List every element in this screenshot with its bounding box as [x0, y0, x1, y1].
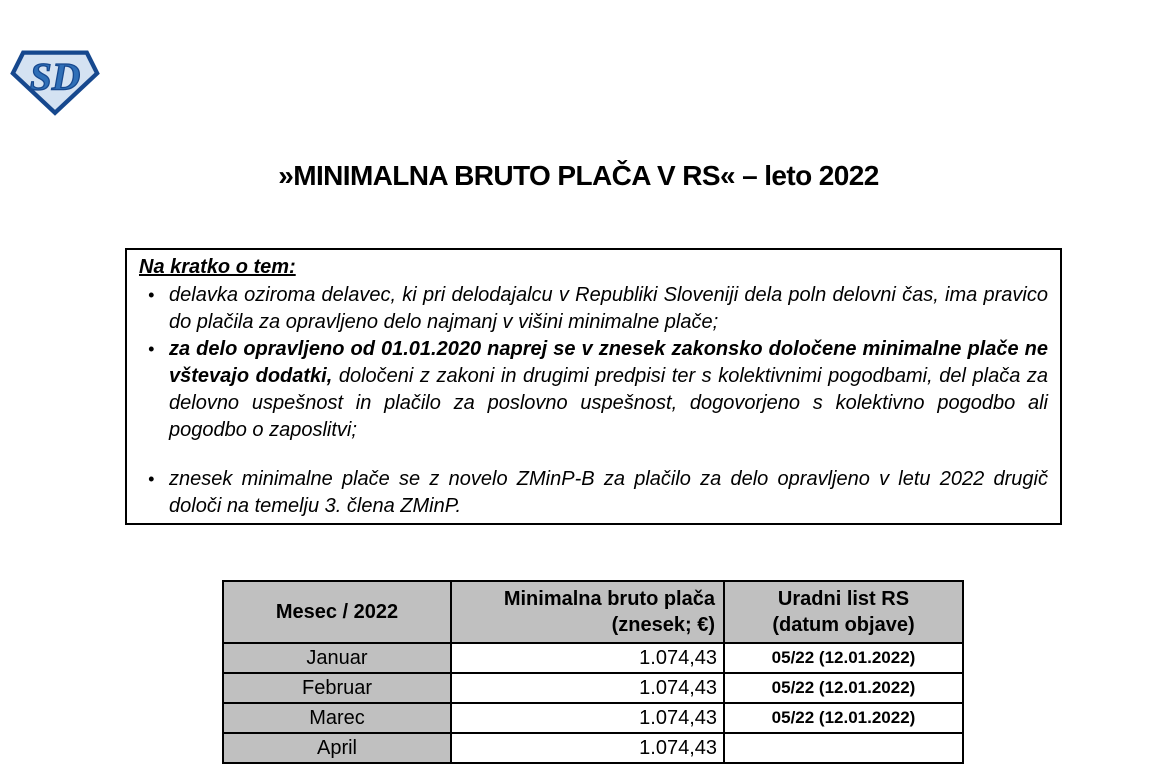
sd-logo-letters: SD: [29, 54, 81, 99]
bullet-item: [139, 282, 1048, 336]
info-box: [125, 248, 1062, 525]
bullet-list: [139, 282, 1048, 520]
bullet-icon: •: [148, 339, 155, 359]
cell-month: Februar: [223, 673, 451, 703]
header-amount-line1: Minimalna bruto plača: [503, 588, 715, 610]
cell-gazette: 05/22 (12.01.2022): [724, 703, 963, 733]
cell-amount: 1.074,43: [451, 703, 724, 733]
table-row: [223, 733, 963, 763]
bullet-text: [169, 282, 1048, 336]
cell-month: Marec: [223, 703, 451, 733]
info-box-heading: Na kratko o tem:: [139, 256, 296, 278]
sd-diamond-icon: [12, 44, 98, 118]
bullet-item: [139, 336, 1048, 444]
bullet-text: [169, 466, 1048, 520]
page-title: »MINIMALNA BRUTO PLAČA V RS« – leto 2022: [278, 160, 879, 191]
cell-month: April: [223, 733, 451, 763]
bullet-text-segment: za delo opravljeno od 01.01.2020 naprej se v znesek zakonsko določene minimalne plače ne vštevajo dodatki,: [169, 338, 1048, 387]
header-cell-month: Mesec / 2022: [223, 581, 451, 643]
cell-gazette: [724, 733, 963, 763]
bullet-icon: •: [148, 469, 155, 489]
table-row: [223, 643, 963, 673]
header-gazette-line2: (datum objave): [772, 614, 915, 636]
sd-logo: [12, 44, 98, 118]
header-cell-gazette: [724, 581, 963, 643]
wage-table-body: [223, 643, 963, 763]
bullet-text-segment: delavka oziroma delavec, ki pri delodajalcu v Republiki Sloveniji dela poln delovni čas, ima pravico do plačila za opravljeno delo najmanj v višini minimalne plače;: [169, 284, 1048, 333]
header-cell-amount: [451, 581, 724, 643]
table-row: [223, 703, 963, 733]
header-amount-line2: (znesek; €): [611, 614, 715, 636]
bullet-item: [139, 466, 1048, 520]
bullet-text: [169, 336, 1048, 444]
header-gazette-line1: Uradni list RS: [777, 588, 910, 610]
table-header-row: [223, 581, 963, 643]
cell-amount: 1.074,43: [451, 733, 724, 763]
bullet-spacer: [139, 444, 1048, 466]
cell-amount: 1.074,43: [451, 643, 724, 673]
wage-table: [222, 580, 964, 764]
bullet-text-segment: določeni z zakoni in drugimi predpisi ter s kolektivnimi pogodbami, del plača za delovno uspešnost in plačilo za poslovno uspešnost, dogovorjeno s kolektivno pogodbo ali pogodbo o zaposlitvi;: [169, 365, 1049, 441]
cell-gazette: 05/22 (12.01.2022): [724, 673, 963, 703]
table-row: [223, 673, 963, 703]
bullet-text-segment: znesek minimalne plače se z novelo ZMinP-B za plačilo za delo opravljeno v letu 2022 drugič določi na temelju 3. člena ZMinP.: [169, 468, 1048, 517]
cell-amount: 1.074,43: [451, 673, 724, 703]
bullet-icon: •: [148, 285, 155, 305]
cell-month: Januar: [223, 643, 451, 673]
cell-gazette: 05/22 (12.01.2022): [724, 643, 963, 673]
wage-table-header: [223, 581, 963, 643]
